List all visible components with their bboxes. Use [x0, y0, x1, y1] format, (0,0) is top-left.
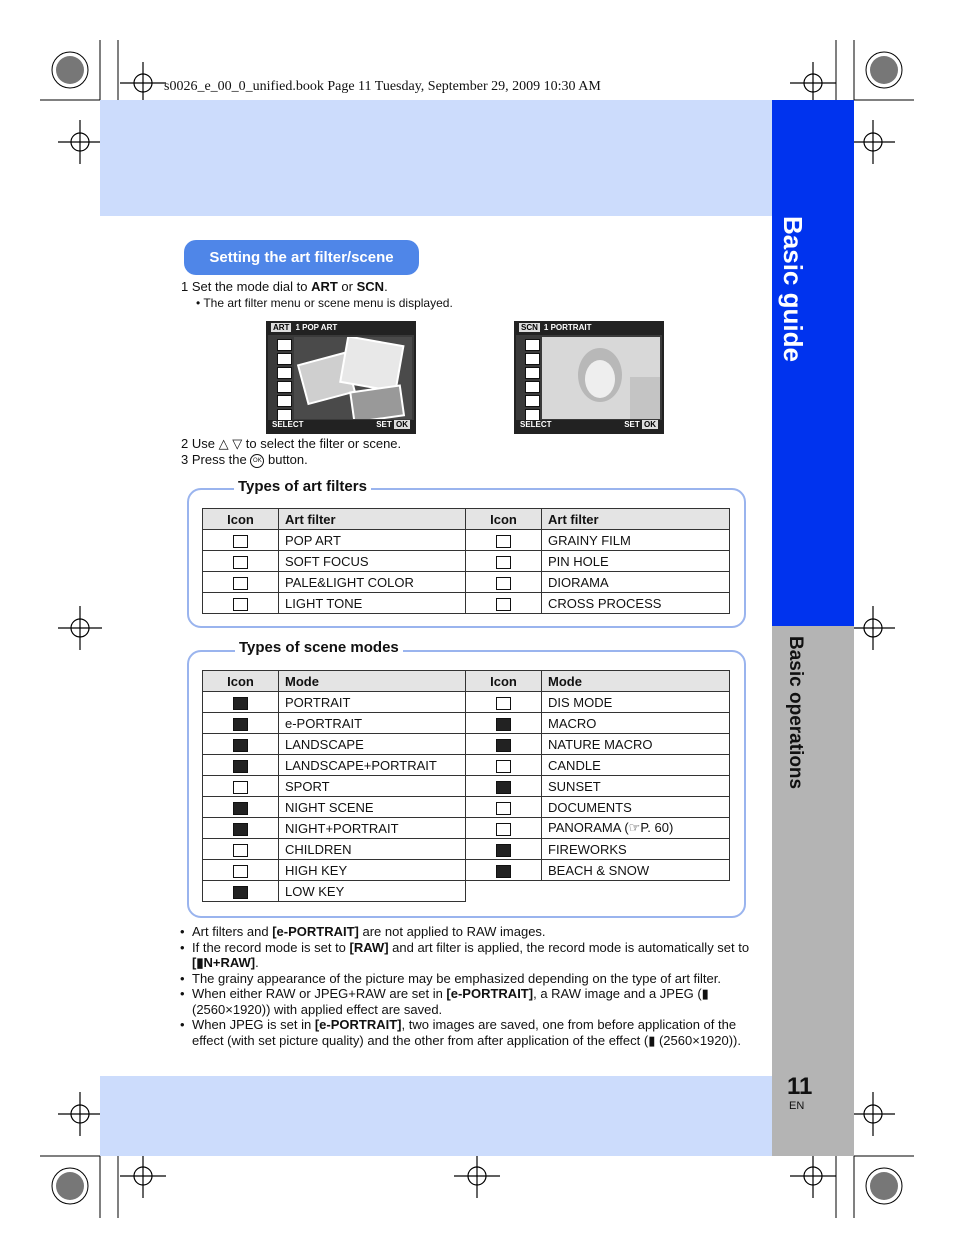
scene-name: LANDSCAPE+PORTRAIT	[279, 755, 466, 776]
scene-icon	[496, 844, 511, 857]
table-row	[203, 881, 730, 902]
bottom-band	[100, 1076, 772, 1156]
step-3-text: 3 Press the	[181, 452, 251, 467]
scene-name: e-PORTRAIT	[279, 713, 466, 734]
art-filter-name: GRAINY FILM	[542, 530, 730, 551]
scene-icon	[496, 802, 511, 815]
art-filter-name: SOFT FOCUS	[279, 551, 466, 572]
step-1-end: .	[384, 279, 388, 294]
sidebar-subsection-label: Basic operations	[785, 636, 806, 790]
scene-name: LOW KEY	[279, 881, 466, 902]
step-1-bullet: • The art filter menu or scene menu is displayed.	[196, 296, 453, 310]
table-row	[203, 797, 730, 818]
scene-icon	[233, 760, 248, 773]
scene-icon	[233, 886, 248, 899]
art-filter-icon	[496, 598, 511, 611]
table-header-row	[203, 509, 730, 530]
art-filter-name: CROSS PROCESS	[542, 593, 730, 614]
scene-name: NATURE MACRO	[542, 734, 730, 755]
step-1-text: 1 Set the mode dial to	[181, 279, 312, 294]
scene-modes-title: Types of scene modes	[235, 639, 403, 656]
table-row	[203, 551, 730, 572]
scene-icon	[233, 823, 248, 836]
table-row	[203, 776, 730, 797]
scn-set-label: SET OK	[624, 420, 656, 429]
step-2-suffix: to select the filter or scene.	[242, 436, 402, 451]
scene-name: DOCUMENTS	[542, 797, 730, 818]
table-row	[203, 572, 730, 593]
scene-name: NIGHT+PORTRAIT	[279, 818, 466, 839]
scene-icon	[496, 697, 511, 710]
art-set-label: SET OK	[376, 420, 408, 429]
up-down-arrow-icons: △ ▽	[218, 436, 243, 451]
scene-name: MACRO	[542, 713, 730, 734]
scene-name: CHILDREN	[279, 839, 466, 860]
step-2	[181, 436, 401, 452]
art-screen-topbar	[268, 323, 414, 335]
scene-name: DIS MODE	[542, 692, 730, 713]
section-title: Setting the art filter/scene	[184, 240, 419, 275]
art-screen-icon-column	[277, 339, 291, 419]
art-filters-title: Types of art filters	[234, 478, 371, 495]
table-row	[203, 839, 730, 860]
language-code: EN	[789, 1100, 805, 1112]
header-icon: Icon	[203, 509, 279, 530]
scene-name: PORTRAIT	[279, 692, 466, 713]
note-item: • When JPEG is set in [e-PORTRAIT], two images are saved, one from before application of the effect (with set picture quality) and the other from after application of the effect (▮ (2560×1920)).	[178, 1017, 752, 1048]
sidebar-section-tab	[772, 100, 854, 626]
art-select-label: SELECT	[272, 420, 304, 429]
art-filter-icon	[233, 556, 248, 569]
art-filter-icon	[233, 598, 248, 611]
art-filters-table	[202, 508, 730, 614]
art-menu-screen	[266, 321, 416, 434]
header-mode: Mode	[542, 671, 730, 692]
scene-icon	[496, 865, 511, 878]
header-icon: Icon	[466, 671, 542, 692]
art-filter-name: PALE&LIGHT COLOR	[279, 572, 466, 593]
scene-icon	[233, 781, 248, 794]
header-art-filter: Art filter	[279, 509, 466, 530]
scene-icon	[233, 739, 248, 752]
scene-name: SPORT	[279, 776, 466, 797]
art-mode-label: ART	[311, 279, 338, 294]
note-item: • The grainy appearance of the picture may be emphasized depending on the type of art filter.	[178, 971, 752, 987]
notes-list	[178, 924, 752, 1048]
art-filter-icon	[496, 535, 511, 548]
table-row	[203, 530, 730, 551]
step-2-text: 2 Use	[181, 436, 219, 451]
scn-screen-topbar	[516, 323, 662, 335]
scn-screen-title: 1 PORTRAIT	[543, 323, 592, 332]
scene-icon	[496, 718, 511, 731]
portrait-preview-photo	[542, 337, 660, 419]
scn-screen-icon-column	[525, 339, 539, 419]
header-icon: Icon	[466, 509, 542, 530]
art-filter-icon	[233, 535, 248, 548]
table-row	[203, 692, 730, 713]
note-item: • When either RAW or JPEG+RAW are set in [e-PORTRAIT], a RAW image and a JPEG (▮ (2560×1920)) with applied effect are saved.	[178, 986, 752, 1017]
scene-menu-screen	[514, 321, 664, 434]
scn-screen-bottombar	[516, 420, 662, 432]
scene-name: CANDLE	[542, 755, 730, 776]
step-3-suffix: button.	[264, 452, 308, 467]
sidebar-section-label: Basic guide	[778, 216, 808, 362]
note-item: • If the record mode is set to [RAW] and art filter is applied, the record mode is automatically set to [▮N+RAW].	[178, 940, 752, 971]
art-screen-title: 1 POP ART	[295, 323, 338, 332]
scene-icon	[496, 739, 511, 752]
step-1-bullet-text: The art filter menu or scene menu is displayed.	[203, 296, 453, 310]
table-header-row	[203, 671, 730, 692]
scn-ok-badge: OK	[644, 420, 656, 429]
art-filter-name: DIORAMA	[542, 572, 730, 593]
scene-name: BEACH & SNOW	[542, 860, 730, 881]
art-filter-icon	[496, 577, 511, 590]
table-row	[203, 734, 730, 755]
top-band	[100, 100, 772, 216]
art-screen-tag: ART	[273, 323, 290, 332]
table-row	[203, 713, 730, 734]
table-row	[203, 860, 730, 881]
step-3	[181, 452, 308, 468]
scn-screen-tag: SCN	[521, 323, 538, 332]
scene-icon	[233, 844, 248, 857]
scene-icon	[496, 781, 511, 794]
scn-select-label: SELECT	[520, 420, 552, 429]
scene-name: PANORAMA (☞P. 60)	[542, 818, 730, 839]
header-mode: Mode	[279, 671, 466, 692]
header-icon: Icon	[203, 671, 279, 692]
art-filter-name: PIN HOLE	[542, 551, 730, 572]
scene-icon	[233, 718, 248, 731]
scene-icon	[233, 802, 248, 815]
art-ok-badge: OK	[396, 420, 408, 429]
scene-name: FIREWORKS	[542, 839, 730, 860]
note-item: • Art filters and [e-PORTRAIT] are not applied to RAW images.	[178, 924, 752, 940]
art-filter-name: LIGHT TONE	[279, 593, 466, 614]
art-filter-name: POP ART	[279, 530, 466, 551]
art-filter-icon	[496, 556, 511, 569]
art-filter-icon	[233, 577, 248, 590]
scene-icon	[233, 697, 248, 710]
scene-name: SUNSET	[542, 776, 730, 797]
ok-button-icon: OK	[250, 454, 264, 468]
step-1	[181, 279, 388, 294]
scene-modes-table	[202, 670, 730, 902]
scene-icon	[496, 760, 511, 773]
header-art-filter: Art filter	[542, 509, 730, 530]
scene-icon	[496, 823, 511, 836]
scene-name: LANDSCAPE	[279, 734, 466, 755]
page-number: 11	[787, 1073, 813, 1100]
scene-icon	[233, 865, 248, 878]
table-row	[203, 755, 730, 776]
art-screen-bottombar	[268, 420, 414, 432]
table-row	[203, 818, 730, 839]
art-preview-collage	[294, 337, 412, 419]
scene-name: NIGHT SCENE	[279, 797, 466, 818]
scn-mode-label: SCN	[356, 279, 385, 294]
scene-name: HIGH KEY	[279, 860, 466, 881]
print-header: s0026_e_00_0_unified.book Page 11 Tuesday, September 29, 2009 10:30 AM	[164, 79, 601, 94]
table-row	[203, 593, 730, 614]
step-1-or: or	[337, 279, 357, 294]
